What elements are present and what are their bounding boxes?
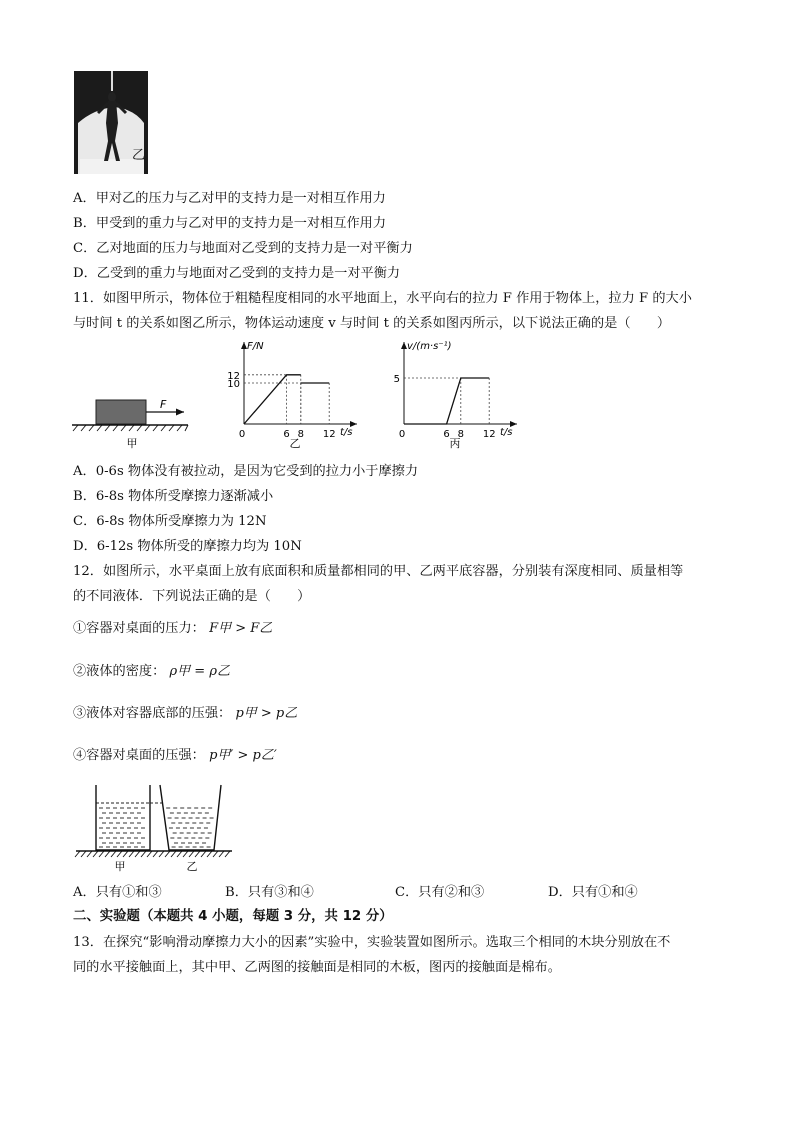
chart-title: 丙 (449, 437, 461, 450)
container-jia-label: 甲 (114, 860, 126, 873)
section-2-title: 二、实验题（本题共 4 小题，每题 3 分，共 12 分） (73, 909, 393, 924)
q10-option-a: A．甲对乙的压力与乙对甲的支持力是一对相互作用力 (73, 191, 386, 206)
series-line-0 (404, 378, 489, 424)
q12-option-d: D．只有①和④ (548, 885, 638, 900)
x-tick-label: 6 (283, 429, 290, 440)
x-tick-label: 12 (322, 429, 336, 440)
q12-containers-figure (74, 780, 236, 875)
figure-jia-label: 甲 (126, 437, 138, 450)
q11-figure-jia (70, 392, 195, 452)
q11-option-c: C．6-8s 物体所受摩擦力为 12N (73, 514, 267, 529)
q11-option-b: B．6-8s 物体所受摩擦力逐渐减小 (73, 489, 274, 504)
x-tick-label: 8 (297, 429, 304, 440)
statement-label: ②液体的密度： (73, 664, 166, 679)
force-label: F (160, 398, 167, 411)
y-tick-label: 12 (227, 370, 240, 382)
x-tick-label: 6 (443, 429, 450, 440)
y-tick-label: 5 (393, 374, 400, 385)
x-tick-label: 0 (398, 429, 406, 440)
q12-option-a: A．只有①和③ (73, 885, 162, 900)
q11-stem-line1: 11．如图甲所示，物体位于粗糙程度相同的水平地面上，水平向右的拉力 F 作用于物体上，拉力 F 的大小 (73, 291, 692, 306)
q11-option-a: A．0-6s 物体没有被拉动，是因为它受到的拉力小于摩擦力 (73, 464, 419, 479)
x-axis-label: t/s (340, 427, 353, 438)
chart-title: 乙 (289, 437, 301, 450)
statement-formula: ρ甲 = ρ乙 (169, 664, 230, 679)
q13-stem-line1: 13．在探究“影响滑动摩擦力大小的因素”实验中，实验装置如图所示。选取三个相同的木块分别放在不 (73, 935, 671, 950)
y-tick-label: 10 (227, 379, 240, 390)
q11-option-d: D．6-12s 物体所受的摩擦力均为 10N (73, 539, 302, 554)
q10-option-b: B．甲受到的重力与乙对甲的支持力是一对相互作用力 (73, 216, 387, 231)
x-axis-label: t/s (500, 427, 513, 438)
q12-statement-3 (73, 706, 297, 722)
x-tick-label: 0 (238, 429, 246, 440)
photo-label: 乙 (132, 148, 146, 163)
gymnast-photo (74, 71, 148, 174)
q11-stem-line2: 与时间 t 的关系如图乙所示，物体运动速度 v 与时间 t 的关系如图丙所示，以下说法正确的是（ ） (73, 316, 671, 331)
velocity-time-chart (385, 337, 520, 457)
x-tick-label: 8 (457, 429, 464, 440)
series-line-0 (244, 375, 301, 424)
statement-formula: p甲 > p乙 (235, 706, 298, 721)
q12-stem-line1: 12．如图所示，水平桌面上放有底面积和质量都相同的甲、乙两平底容器，分别装有深度相同、质量相等 (73, 564, 684, 579)
y-axis-label: v/(m·s⁻¹) (407, 341, 452, 352)
x-tick-label: 12 (482, 429, 496, 440)
q10-option-d: D．乙受到的重力与地面对乙受到的支持力是一对平衡力 (73, 266, 401, 281)
statement-label: ④容器对桌面的压强： (73, 748, 205, 763)
q13-stem-line2: 同的水平接触面上，其中甲、乙两图的接触面是相同的木板，图丙的接触面是棉布。 (73, 960, 561, 975)
statement-label: ③液体对容器底部的压强： (73, 706, 232, 721)
q12-statement-2 (73, 664, 230, 680)
q12-stem-line2: 的不同液体．下列说法正确的是（ ） (73, 589, 311, 604)
statement-formula: F甲 > F乙 (209, 621, 273, 636)
q10-option-c: C．乙对地面的压力与地面对乙受到的支持力是一对平衡力 (73, 241, 413, 256)
y-axis-label: F/N (247, 341, 264, 352)
force-time-chart (225, 337, 360, 457)
q12-statement-4 (73, 748, 277, 764)
statement-label: ①容器对桌面的压力： (73, 621, 205, 636)
q12-statement-1 (73, 621, 272, 637)
q12-option-c: C．只有②和③ (395, 885, 485, 900)
q12-option-b: B．只有③和④ (225, 885, 314, 900)
container-yi-label: 乙 (186, 860, 198, 873)
statement-formula: p甲′ > p乙′ (209, 748, 277, 763)
